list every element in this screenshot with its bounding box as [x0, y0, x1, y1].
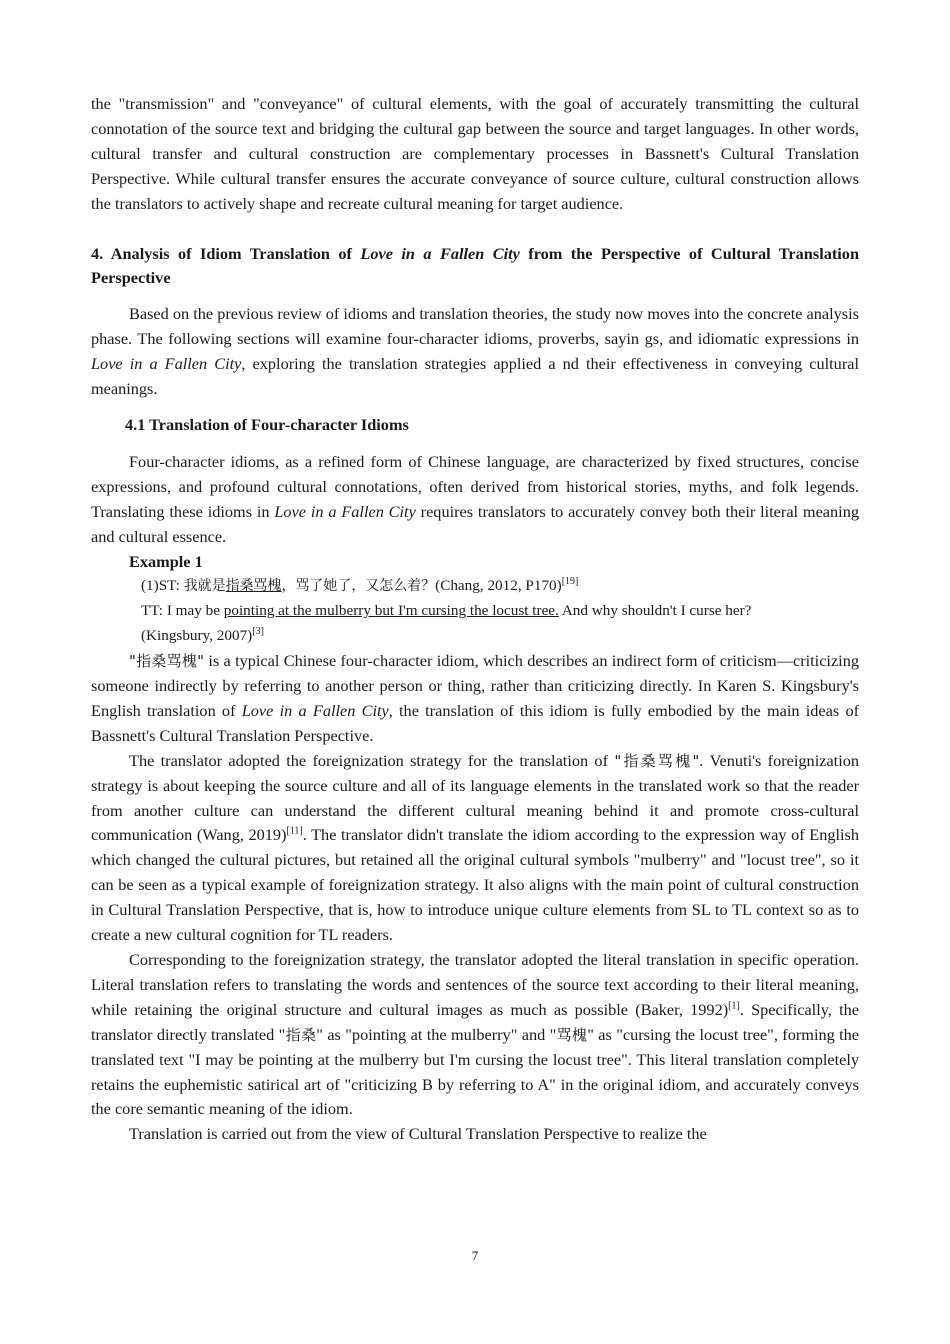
- analysis-1-title: Love in a Fallen City: [241, 700, 389, 720]
- example-1-source-text: [141, 574, 859, 599]
- analysis-1-text-post: , the translation of this idiom is fully embodied by the main ideas of Bassnett's Cultural Translation Perspective.: [91, 700, 860, 745]
- analysis-3-text-pre: Corresponding to the foreignization strategy, the translator adopted the literal translation in specific operation. Literal translation refers to translating the words and sentences of the source text according to their literal meaning, while retaining the original structure and cultural images as much as possible (Baker, 1992): [91, 950, 859, 1019]
- paragraph-intro: the "transmission" and "conveyance" of cultural elements, with the goal of accurately transmitting the cultural connotation of the source text and bridging the cultural gap between the source and target languages. In other words, cultural transfer and cultural construction are complementary processes in Bassnett's Cultural Translation Perspective. While cultural transfer ensures the accurate conveyance of source culture, cultural construction allows the translators to actively shape and recreate cultural meaning for target audience.: [91, 94, 859, 213]
- analysis-paragraph-2: [91, 749, 859, 948]
- example-1-target-text: [141, 599, 859, 649]
- page-body: [91, 92, 859, 1147]
- section-4-1-heading: 4.1 Translation of Four-character Idioms: [125, 414, 409, 434]
- example-1-label: Example 1: [129, 551, 203, 571]
- section-4-heading-post: from the Perspective of Cultural Translation Perspective: [91, 243, 859, 288]
- analysis-2-text-pre: The translator adopted the foreignization strategy for the translation of: [129, 750, 615, 770]
- st-text-pre: 我就是: [183, 578, 226, 595]
- analysis-2-text-mid: . Venuti's foreignization strategy is about keeping the source culture and all of its language elements in the translated work so that the reader from another culture can understand the different cultural meaning behind it and promote cross-cultural communication (Wang, 2019): [91, 750, 859, 845]
- section-4-heading-title: Love in a Fallen City: [360, 243, 520, 263]
- analysis-3-cjk-2: 骂槐: [556, 1025, 588, 1044]
- section-4-1-para-post: requires translators to accurately convey both their literal meaning and cultural essence.: [91, 501, 859, 546]
- page-number: 7: [471, 1248, 479, 1263]
- tt-text-post: And why shouldn't I curse her?: [558, 602, 752, 620]
- analysis-2-reference: [11]: [286, 826, 303, 838]
- tt-idiom-underlined: pointing at the mulberry but I'm cursing the locust tree.: [223, 602, 559, 620]
- section-4-1-para-pre: Four-character idioms, as a refined form of Chinese language, are characterized by fixed structures, concise expressions, and profound cultural connotations, often derived from historical stories, myths, and folk legends. Translating these idioms in: [91, 451, 859, 521]
- analysis-3-text-post: " as "cursing the locust tree", forming the translated text "I may be pointing at the mulberry but I'm cursing the locust tree". This literal translation completely retains the euphemistic satirical art of "criticizing B by referring to A" in the original idiom, and accurately conveys the core semantic meaning of the idiom.: [91, 1024, 860, 1119]
- tt-citation: (Kingsbury, 2007): [141, 627, 253, 645]
- analysis-paragraph-1: [91, 649, 859, 749]
- section-4-1-paragraph: [91, 450, 859, 550]
- section-4-paragraph: [91, 302, 859, 402]
- analysis-3-cjk-1: 指桑: [285, 1025, 317, 1044]
- section-4-1-para-title: Love in a Fallen City: [274, 501, 416, 521]
- st-reference: [19]: [561, 576, 579, 588]
- section-4-heading: [91, 242, 859, 292]
- analysis-2-text-post: . The translator didn't translate the idiom according to the expression way of English which changed the cultural pictures, but retained all the original cultural symbols "mulberry" and "locust tree", so it can be seen as a typical example of foreignization strategy. It also aligns with the main point of cultural construction in Cultural Translation Perspective, that is, how to introduce unique culture elements from SL to TL context so as to create a new cultural cognition for TL readers.: [91, 825, 859, 945]
- st-text-post: ，骂了她了，又怎么着？: [281, 578, 436, 595]
- analysis-1-idiom: "指桑骂槐": [129, 652, 205, 671]
- analysis-1-text-pre: is a typical Chinese four-character idiom, which describes an indirect form of criticism—criticizing someone indirectly by referring to another person or thing, rather than criticizing directly. In Karen S. Kingsbury's English translation of: [91, 651, 859, 720]
- tt-prefix: TT: I may be: [141, 602, 224, 620]
- st-citation: (Chang, 2012, P170): [435, 577, 562, 595]
- analysis-paragraph-4: Translation is carried out from the view of Cultural Translation Perspective to realize the: [129, 1124, 707, 1144]
- tt-reference: [3]: [252, 626, 264, 638]
- st-prefix: (1)ST:: [141, 577, 184, 595]
- analysis-3-reference: [1]: [728, 1000, 740, 1012]
- analysis-paragraph-3: [91, 948, 859, 1122]
- section-4-heading-pre: 4. Analysis of Idiom Translation of: [91, 243, 361, 263]
- analysis-2-idiom: "指桑骂槐": [614, 751, 700, 770]
- section-4-para-title: Love in a Fallen City: [91, 354, 242, 374]
- st-idiom-underlined: 指桑骂槐: [225, 578, 282, 595]
- section-4-para-post: , exploring the translation strategies applied a nd their effectiveness in conveying cultural meanings.: [91, 354, 859, 399]
- analysis-3-text-mid2: " as "pointing at the mulberry" and ": [316, 1024, 557, 1044]
- section-4-para-pre: Based on the previous review of idioms and translation theories, the study now moves into the concrete analysis phase. The following sections will examine four-character idioms, proverbs, sayin gs, and idiomatic expressions in: [91, 304, 859, 349]
- analysis-3-text-mid1: . Specifically, the translator directly translated ": [91, 999, 859, 1044]
